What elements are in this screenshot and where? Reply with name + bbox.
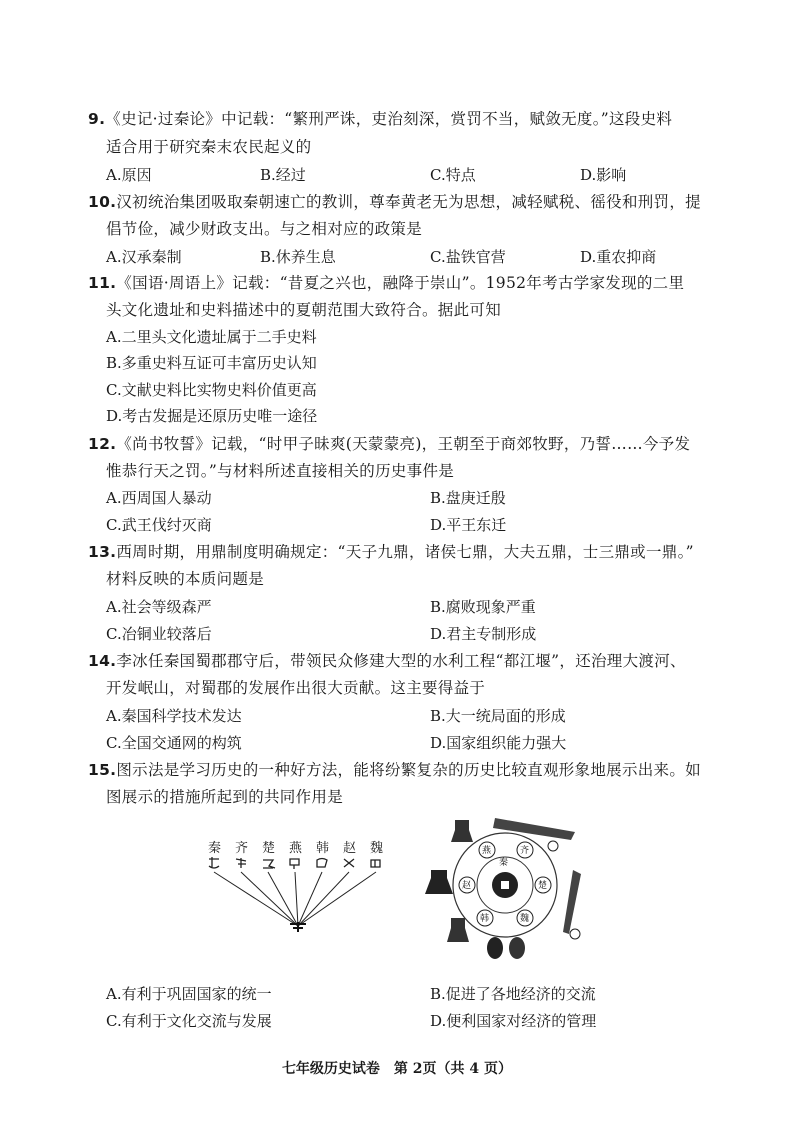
ring-icon (570, 929, 580, 939)
option-d: D.影响 (580, 166, 627, 184)
option-c: C.特点 (430, 166, 476, 184)
ant-nose-coin-icon (487, 937, 503, 959)
question-number: 14. (88, 652, 117, 670)
state-label: 楚 (538, 881, 548, 891)
question-12-line-2: 惟恭行天之罚。”与材料所述直接相关的历史事件是 (106, 462, 455, 480)
option-b: B.多重史料互证可丰富历史认知 (106, 354, 317, 372)
question-10-line-1: 10.汉初统治集团吸取秦朝速亡的教训，尊奉黄老无为思想，减轻赋税、徭役和刑罚，提 (88, 193, 701, 211)
option-c: C.全国交通网的构筑 (106, 734, 242, 752)
coin-square-hole-icon (501, 881, 509, 889)
knife-coin-icon (493, 818, 575, 840)
question-number: 12. (88, 435, 117, 453)
state-label: 魏 (520, 914, 530, 924)
state-label: 韩 (480, 914, 490, 924)
option-a: A.秦国科学技术发达 (106, 707, 242, 725)
question-9-line-1: 9.《史记·过秦论》中记载：“繁刑严诛，吏治刻深，赏罚不当，赋敛无度。”这段史料 (88, 110, 673, 128)
question-number: 13. (88, 543, 117, 561)
question-15-line-1: 15.图示法是学习历史的一种好方法，能将纷繁复杂的历史比较直观形象地展示出来。如 (88, 761, 701, 779)
option-b: B.促进了各地经济的交流 (430, 985, 596, 1003)
knife-coin-icon (563, 870, 581, 934)
state-label: 魏 (370, 841, 384, 856)
question-13-line-1: 13.西周时期，用鼎制度明确规定：“天子九鼎，诸侯七鼎，大夫五鼎，士三鼎或一鼎。” (88, 543, 694, 561)
option-b: B.腐败现象严重 (430, 598, 536, 616)
option-c: C.文献史料比实物史料价值更高 (106, 381, 317, 399)
question-12-line-1: 12.《尚书牧誓》记载，“时甲子昧爽(天蒙蒙亮)，王朝至于商郊牧野，乃誓……今予发 (88, 435, 691, 453)
script-figure-svg (200, 838, 400, 938)
option-d: D.考古发掘是还原历史唯一途径 (106, 407, 318, 425)
state-label: 赵 (343, 841, 357, 856)
question-number: 10. (88, 193, 117, 211)
center-state-label: 秦 (499, 858, 509, 868)
option-c: C.盐铁官营 (430, 248, 506, 266)
question-13-line-2: 材料反映的本质问题是 (106, 570, 265, 588)
option-a: A.汉承秦制 (106, 248, 182, 266)
page-footer: 七年级历史试卷 第 2页（共 4 页） (281, 1061, 513, 1077)
question-10-line-2: 倡节俭，减少财政支出。与之相对应的政策是 (106, 220, 423, 238)
state-label: 韩 (316, 841, 330, 856)
option-b: B.经过 (260, 166, 306, 184)
option-b: B.盘庚迁殷 (430, 489, 506, 507)
question-11-line-1: 11.《国语·周语上》记载：“昔夏之兴也，融降于崇山”。1952年考古学家发现的二里 (88, 274, 685, 292)
option-d: D.国家组织能力强大 (430, 734, 567, 752)
option-a: A.社会等级森严 (106, 598, 212, 616)
option-a: A.西周国人暴动 (106, 489, 212, 507)
state-label: 燕 (289, 841, 303, 856)
question-number: 11. (88, 274, 117, 292)
script-unification-figure (200, 838, 400, 938)
option-c: C.武王伐纣灭商 (106, 516, 212, 534)
option-b: B.大一统局面的形成 (430, 707, 566, 725)
spade-coin-icon (451, 820, 473, 842)
spade-coin-icon (425, 870, 453, 894)
currency-figure-svg (425, 810, 585, 965)
state-label: 齐 (520, 846, 530, 856)
state-label: 秦 (208, 841, 222, 856)
ant-nose-coin-icon (509, 937, 525, 959)
option-a: A.二里头文化遗址属于二手史料 (106, 328, 317, 346)
ancient-glyph-icons (209, 857, 380, 869)
spade-coin-icon (447, 918, 469, 942)
question-number: 15. (88, 761, 117, 779)
option-d: D.平王东迁 (430, 516, 507, 534)
option-b: B.休养生息 (260, 248, 336, 266)
question-15-line-2: 图展示的措施所起到的共同作用是 (106, 788, 344, 806)
state-label: 赵 (462, 881, 472, 891)
option-a: A.有利于巩固国家的统一 (106, 985, 272, 1003)
state-label: 齐 (235, 841, 249, 856)
state-label: 楚 (262, 841, 276, 856)
option-d: D.重农抑商 (580, 248, 657, 266)
convergence-lines (214, 872, 376, 926)
question-9-line-2: 适合用于研究秦末农民起义的 (106, 138, 312, 156)
question-14-line-2: 开发岷山，对蜀郡的发展作出很大贡献。这主要得益于 (106, 679, 486, 697)
currency-unification-figure (425, 810, 585, 965)
option-a: A.原因 (106, 166, 152, 184)
question-number: 9. (88, 110, 106, 128)
option-c: C.有利于文化交流与发展 (106, 1012, 272, 1030)
question-11-line-2: 头文化遗址和史料描述中的夏朝范围大致符合。据此可知 (106, 301, 502, 319)
option-d: D.君主专制形成 (430, 625, 537, 643)
ring-icon (548, 841, 558, 851)
state-label: 燕 (482, 846, 492, 856)
option-d: D.便利国家对经济的管理 (430, 1012, 597, 1030)
unified-script-icon (290, 922, 306, 932)
question-14-line-1: 14.李冰任秦国蜀郡郡守后，带领民众修建大型的水利工程“都江堰”，还治理大渡河、 (88, 652, 686, 670)
option-c: C.冶铜业较落后 (106, 625, 212, 643)
